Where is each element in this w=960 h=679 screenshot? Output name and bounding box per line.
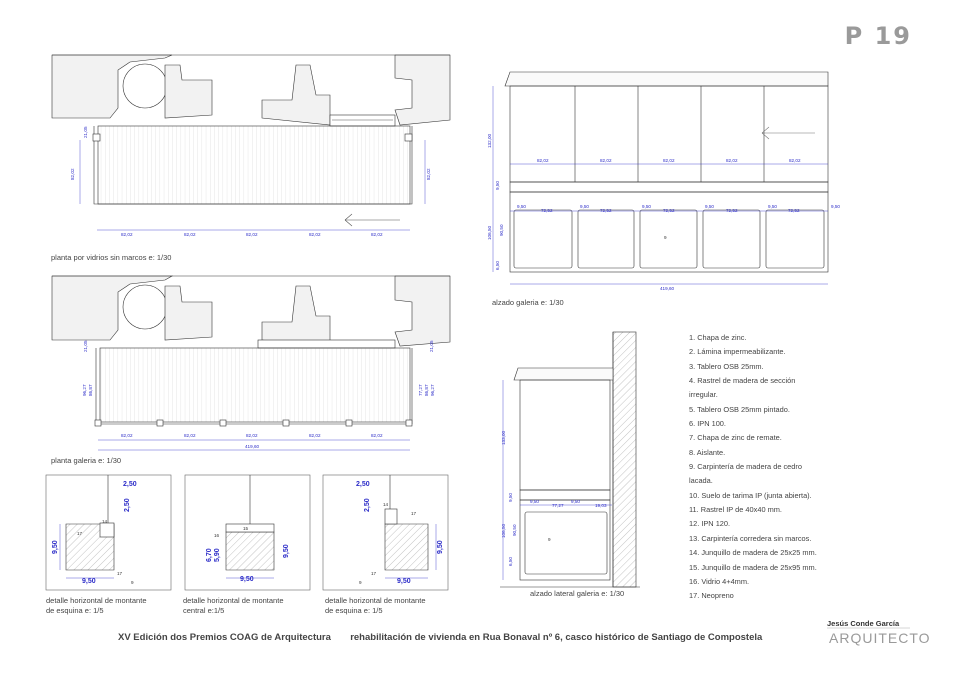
caption-line: detalle horizontal de montante [46, 596, 147, 605]
post [346, 420, 352, 426]
detail-junquillo [385, 509, 397, 524]
roof-section [514, 368, 613, 380]
legend-item: 15. Junquillo de madera de 25x95 mm. [689, 562, 817, 572]
upper-body [510, 86, 828, 182]
dimension-label: 72,52 [663, 208, 675, 213]
legend-item: 2. Lámina impermeabilizante. [689, 347, 786, 357]
dimension-label: 9,50 [768, 204, 777, 209]
legend-item: 11. Rastrel IP de 40x40 mm. [689, 505, 782, 515]
north-arrow [762, 127, 815, 139]
glass-panel [514, 210, 572, 268]
number-marker: 9 [664, 235, 667, 240]
dimension-label: 82,02 [309, 433, 321, 438]
dimension-label: 9,50 [82, 578, 96, 585]
caption-detail-central [183, 596, 284, 616]
materials-legend [689, 331, 839, 604]
dimension-label: 6,50 [508, 557, 513, 566]
wall-section [262, 286, 330, 346]
legend-item: irregular. [689, 390, 718, 400]
glass-panel [766, 210, 824, 268]
wall-section [52, 55, 172, 118]
author-name: Jesús Conde García [827, 619, 900, 628]
legend-item: 6. IPN 100. [689, 419, 726, 429]
legend-item: 16. Vidrio 4+4mm. [689, 576, 750, 586]
dimension-label: 9,50 [437, 540, 444, 554]
dimension-label: 6,50 [495, 261, 500, 270]
dimension-label: 9,50 [283, 544, 290, 558]
dimension-label: 82,02 [246, 232, 258, 237]
dimension-label: 9,50 [580, 204, 589, 209]
dimension-label: 9,50 [571, 499, 580, 504]
post [283, 420, 289, 426]
post [406, 420, 412, 426]
number-marker: 9 [131, 580, 134, 585]
caption-detail-corner-2 [325, 596, 426, 616]
glass-panel [578, 210, 634, 268]
number-marker: 15 [243, 526, 249, 531]
floor-boards [98, 126, 410, 204]
dimension-label: 82,02 [371, 232, 383, 237]
dimension-label: 82,02 [537, 158, 549, 163]
dimension-label: 9,50 [240, 576, 254, 583]
caption-line: detalle horizontal de montante [325, 596, 426, 605]
dimension-label: 72,52 [726, 208, 738, 213]
dimension-label: 82,02 [246, 433, 258, 438]
dimension-label: 82,02 [184, 232, 196, 237]
legend-item: 9. Carpintería de madera de cedro [689, 462, 802, 472]
dimension-label: 90,50 [499, 224, 504, 236]
detail-corner-1 [46, 475, 171, 590]
legend-item: 8. Aislante. [689, 447, 726, 457]
dimension-label: 72,52 [541, 208, 553, 213]
dimension-label: 82,02 [789, 158, 801, 163]
wall-section [165, 65, 212, 118]
legend-item: 3. Tablero OSB 25mm. [689, 361, 764, 371]
dimension-label: 19,03 [595, 503, 607, 508]
dimension-label: 82,02 [726, 158, 738, 163]
dimension-label: 9,50 [642, 204, 651, 209]
wall-section [395, 55, 450, 125]
corner-post [93, 134, 100, 141]
legend-item: 13. Carpintería corredera sin marcos. [689, 533, 812, 543]
dimension-label: 2,50 [124, 498, 131, 512]
caption-elevation: alzado galeria e: 1/30 [492, 298, 564, 307]
dimension-label: 72,52 [600, 208, 612, 213]
number-marker: 17 [371, 571, 377, 576]
dimension-label: 2,50 [364, 498, 371, 512]
caption-line: detalle horizontal de montante [183, 596, 284, 605]
project-title: rehabilitación de vivienda en Rua Bonaval nº 6, casco histórico de Santiago de Compostela [350, 632, 763, 643]
dimension-label: 82,02 [663, 158, 675, 163]
caption-plan-gallery: planta galeria e: 1/30 [51, 456, 122, 465]
north-arrow [345, 214, 400, 226]
dimension-label: 9,50 [495, 181, 500, 190]
plan-glass [52, 55, 450, 230]
wall-section [262, 65, 330, 125]
column-section [123, 285, 167, 329]
number-marker: 17 [411, 511, 417, 516]
number-marker: 9 [359, 580, 362, 585]
page-number: P 19 [844, 22, 912, 50]
legend-item: 5. Tablero OSB 25mm pintado. [689, 404, 790, 414]
wall-section [165, 286, 212, 340]
caption-line: central e:1/5 [183, 606, 225, 615]
number-marker: 14 [102, 519, 108, 524]
number-marker: 14 [383, 502, 389, 507]
legend-item: 17. Neopreno [689, 591, 734, 601]
dimension-label: 5,90 [214, 548, 221, 562]
dimension-label: 133,00 [501, 430, 506, 445]
dimension-label: 9,50 [508, 493, 513, 502]
dimension-label: 419,60 [245, 444, 260, 449]
legend-item: lacada. [689, 476, 713, 486]
detail-junquillo [100, 523, 114, 537]
dimension-label: 82,02 [121, 433, 133, 438]
number-marker: 17 [77, 531, 83, 536]
number-marker: 16 [214, 533, 220, 538]
legend-item: 14. Junquillo de madera de 25x25 mm. [689, 548, 817, 558]
plan-gallery [52, 276, 450, 450]
post [95, 420, 101, 426]
upper-body [520, 380, 610, 490]
caption-side-elevation: alzado lateral galeria e: 1/30 [530, 589, 625, 598]
dimension-label: 6,70 [206, 548, 213, 562]
legend-item: 12. IPN 120. [689, 519, 731, 529]
dimension-label: 77,27 [552, 503, 564, 508]
detail-section [226, 532, 274, 570]
wall-section [395, 276, 450, 346]
dimension-label: 419,60 [660, 286, 675, 291]
dimension-label: 72,52 [788, 208, 800, 213]
dimension-label: 96,27 [82, 384, 87, 396]
footer-title [118, 632, 762, 643]
caption-line: de esquina e: 1/5 [325, 606, 383, 615]
dimension-label: 82,02 [121, 232, 133, 237]
detail-corner-2 [323, 475, 448, 590]
detail-section [385, 524, 428, 570]
dimension-label: 82,02 [309, 232, 321, 237]
dimension-label: 2,50 [123, 481, 137, 488]
dimension-label: 21,05 [429, 340, 434, 352]
detail-central [185, 475, 310, 590]
dimension-label: 106,50 [487, 225, 492, 240]
dimension-label: 82,02 [600, 158, 612, 163]
dimension-label: 21,05 [83, 126, 88, 138]
detail-junquillo [226, 524, 274, 532]
floor-boards [100, 348, 410, 422]
band [510, 182, 828, 192]
wall-section [613, 332, 636, 587]
caption-plan-glass: planta por vidrios sin marcos e: 1/30 [51, 253, 172, 262]
roof-flashing [505, 72, 828, 86]
dimension-label: 9,50 [530, 499, 539, 504]
corner-post [405, 134, 412, 141]
dimension-label: 9,50 [397, 578, 411, 585]
elevation-gallery [493, 72, 828, 284]
dimension-label: 106,50 [501, 523, 506, 538]
side-elevation [500, 332, 640, 587]
dimension-label: 9,50 [52, 540, 59, 554]
glass-panel [640, 210, 697, 268]
number-marker: 17 [117, 571, 123, 576]
dimension-label: 86,87 [424, 384, 429, 396]
lower-body [510, 192, 828, 272]
legend-item: 7. Chapa de zinc de remate. [689, 433, 782, 443]
dimension-label: 132,00 [487, 133, 492, 148]
legend-item: 4. Rastrel de madera de sección [689, 376, 796, 386]
caption-line: de esquina e: 1/5 [46, 606, 104, 615]
dimension-label: 9,50 [705, 204, 714, 209]
dimension-label: 2,50 [356, 481, 370, 488]
dimension-label: 82,02 [371, 433, 383, 438]
dimension-label: 9,50 [831, 204, 840, 209]
dimension-label: 96,27 [430, 384, 435, 396]
dimension-label: 21,05 [83, 340, 88, 352]
post [220, 420, 226, 426]
glass-panel [703, 210, 760, 268]
dimension-label: 82,02 [426, 168, 431, 180]
dimension-label: 77,27 [418, 384, 423, 396]
dimension-label: 9,50 [517, 204, 526, 209]
dimension-label: 86,87 [88, 384, 93, 396]
dimension-label: 82,02 [70, 168, 75, 180]
dimension-label: 90,50 [512, 524, 517, 536]
author-title: ARQUITECTO [829, 630, 931, 646]
legend-item: 1. Chapa de zinc. [689, 333, 747, 342]
post [157, 420, 163, 426]
glass-panel [525, 512, 607, 574]
column-section [123, 64, 167, 108]
competition-title: XV Edición dos Premios COAG de Arquitectura [118, 632, 331, 643]
wall-section [52, 276, 172, 340]
caption-detail-corner-1 [46, 596, 147, 616]
sliding-frame [330, 115, 395, 126]
sliding-frame [258, 340, 395, 348]
number-marker: 9 [548, 537, 551, 542]
dimension-label: 82,02 [184, 433, 196, 438]
legend-item: 10. Suelo de tarima IP (junta abierta). [689, 490, 812, 500]
